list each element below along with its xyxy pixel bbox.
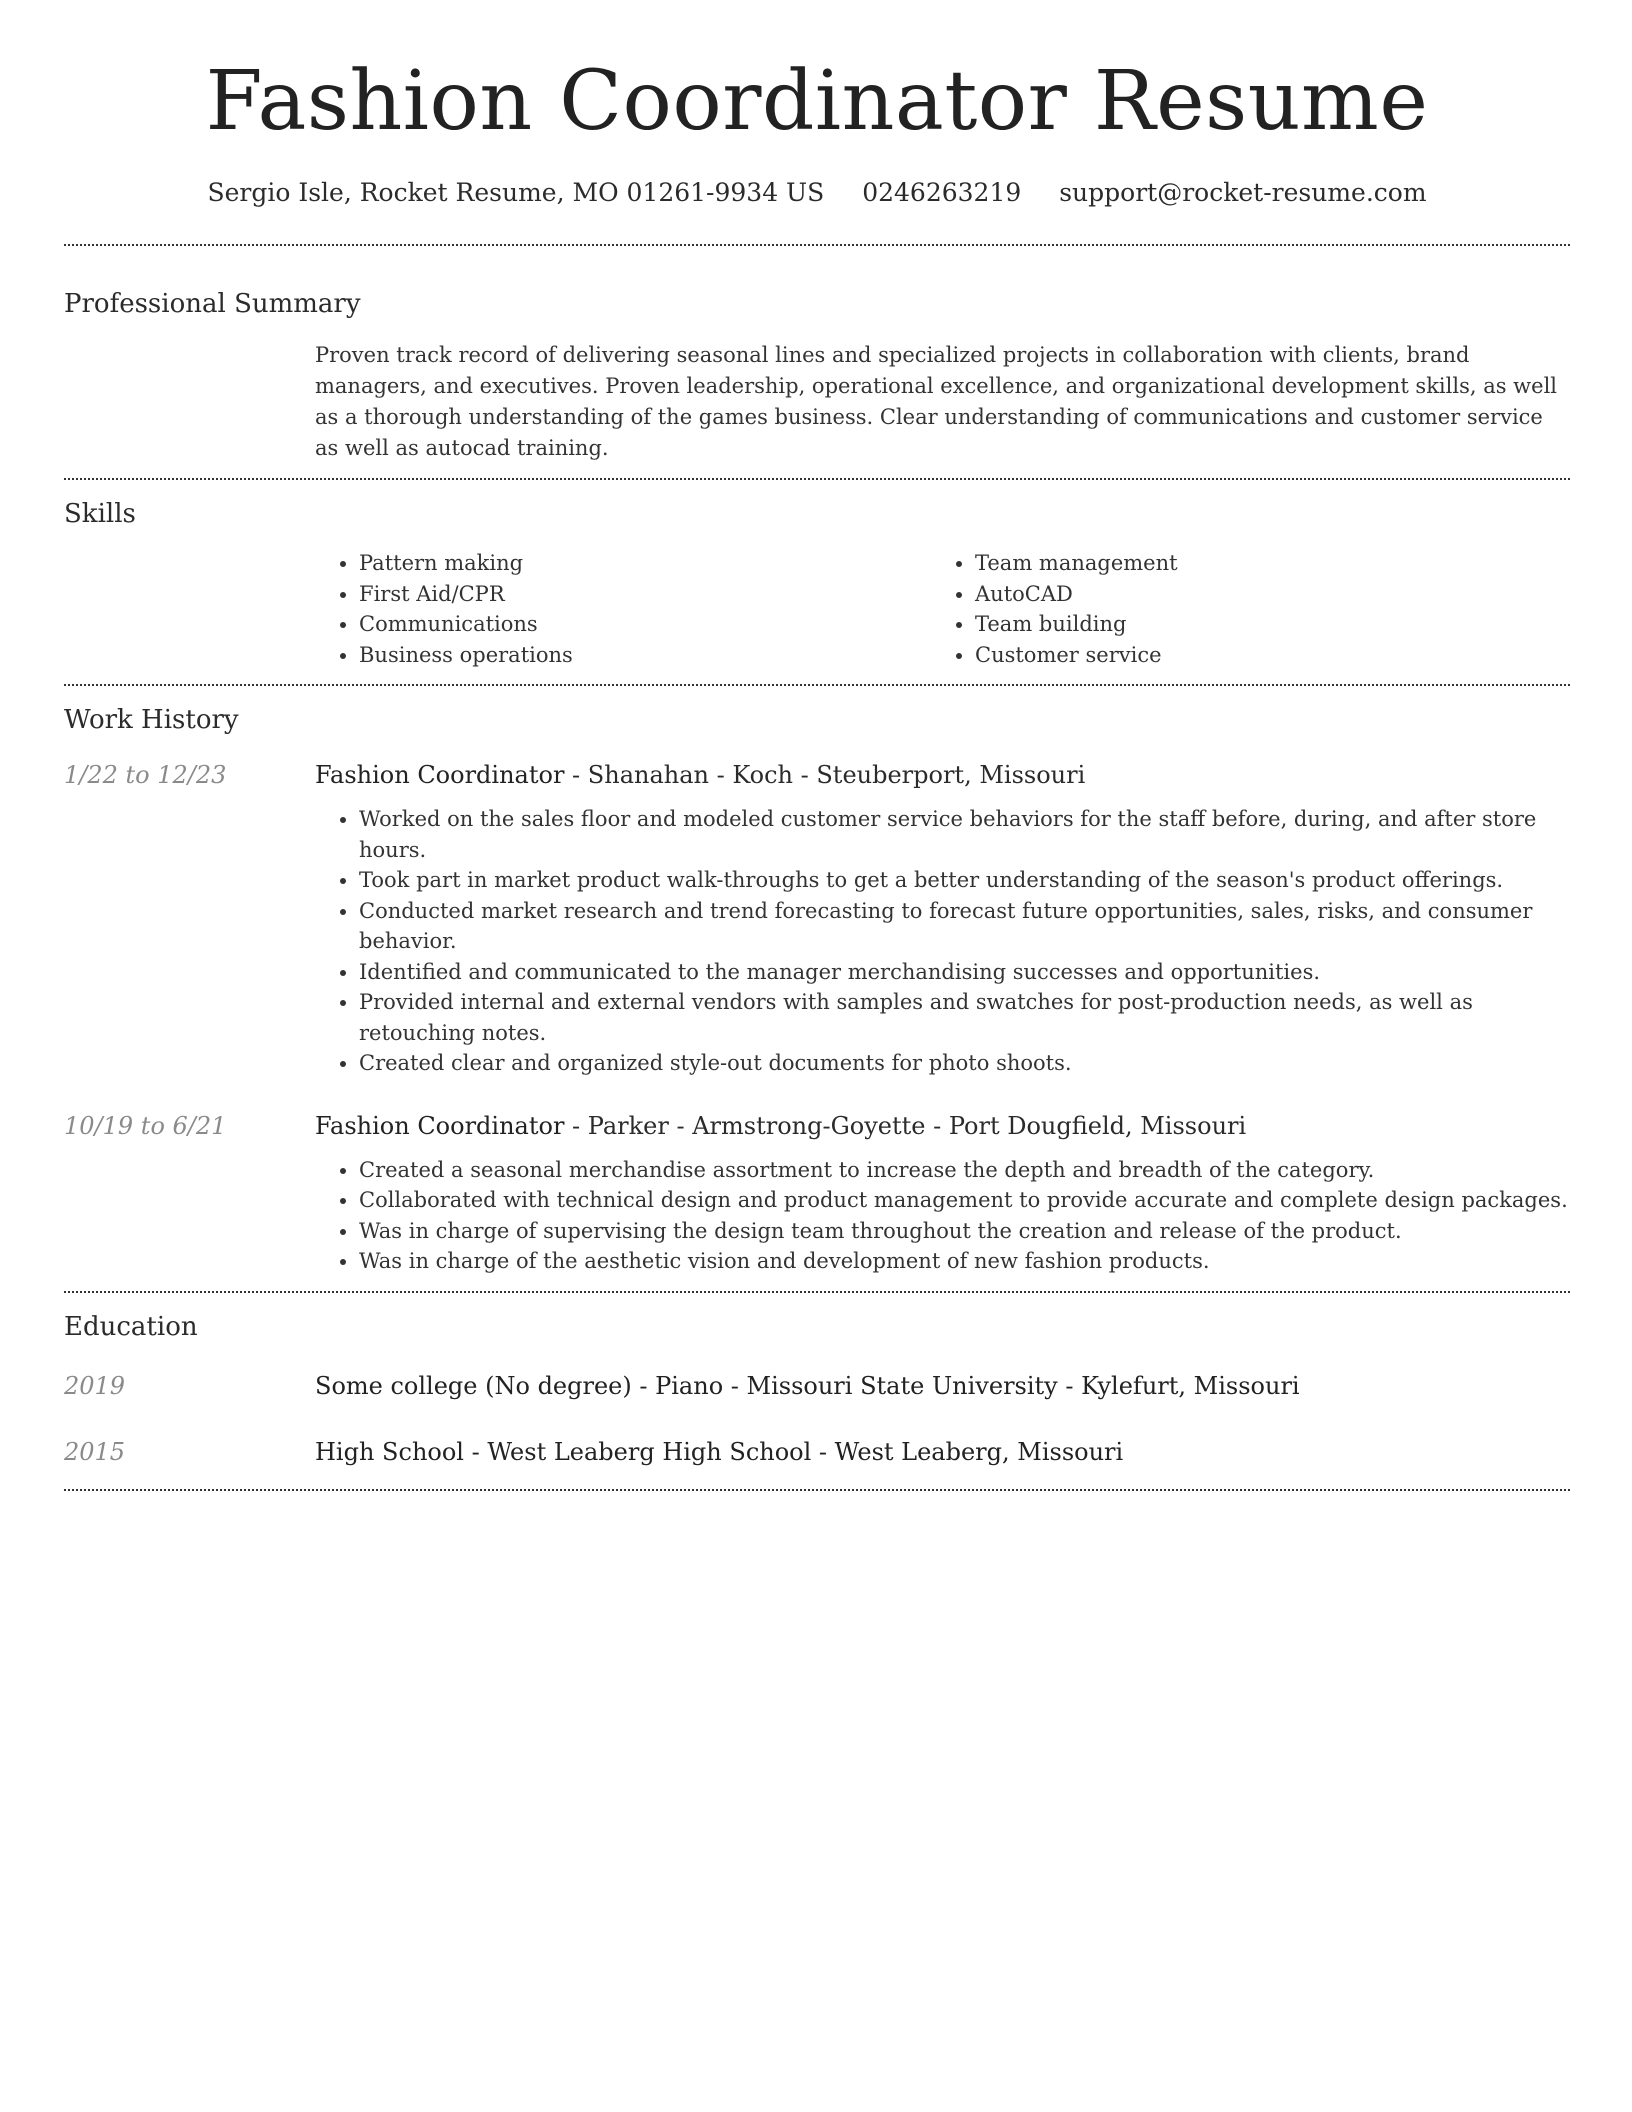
skills-column-left (315, 548, 931, 670)
resume-title: Fashion Coordinator Resume (205, 54, 1429, 149)
job-bullet: • Worked on the sales floor and modeled customer service behaviors for the staff before, during, and after store hours. (359, 804, 1570, 865)
job-bullets (315, 804, 1570, 1079)
summary-text: Proven track record of delivering seasonal lines and specialized projects in collaboration with clients, brand managers, and executives. Proven leadership, operational excellence, and organizational development skills, as well as a thorough understanding of the games business. Clear understanding of communications and customer service as well as autocad training. (315, 343, 1558, 460)
job-bullet: • Created clear and organized style-out documents for photo shoots. (359, 1048, 1570, 1079)
education-degree: High School (315, 1437, 464, 1466)
job-title-line (315, 758, 1085, 792)
job-entry (64, 758, 1570, 1079)
skills-heading: Skills (64, 499, 136, 529)
skill-item: • Customer service (975, 640, 1547, 671)
job-bullet: • Conducted market research and trend forecasting to forecast future opportunities, sales, risks, and consumer behavior. (359, 896, 1570, 957)
contact-address: Sergio Isle, Rocket Resume, MO 01261-9934 US (207, 178, 825, 207)
resume-page (64, 0, 1570, 1491)
education-heading: Education (64, 1311, 198, 1342)
job-bullet: • Took part in market product walk-throughs to get a better understanding of the season's product offerings. (359, 865, 1570, 896)
skills-grid (315, 548, 1570, 670)
education-year: 2015 (64, 1437, 126, 1466)
job-dates: 1/22 to 12/23 (64, 761, 227, 789)
job-entry (64, 1109, 1570, 1277)
summary-section (64, 246, 1570, 464)
skill-item: • Team building (975, 609, 1547, 640)
job-bullet: • Identified and communicated to the manager merchandising successes and opportunities. (359, 957, 1570, 988)
education-details: - Missouri State University - Kylefurt, Missouri (723, 1371, 1300, 1400)
education-line (315, 1369, 1300, 1403)
job-title-line (315, 1109, 1246, 1143)
education-entry (64, 1369, 1570, 1403)
contact-phone: 0246263219 (862, 178, 1022, 207)
job-bullet: • Was in charge of supervising the design team throughout the creation and release of the product. (359, 1216, 1570, 1247)
skills-section (64, 480, 1570, 684)
skill-item: • Team management (975, 548, 1547, 579)
job-title: Fashion Coordinator (315, 761, 565, 789)
education-section (64, 1293, 1570, 1489)
skill-item: • Pattern making (359, 548, 931, 579)
contact-line (64, 176, 1570, 210)
divider (64, 1489, 1570, 1491)
education-year: 2019 (64, 1371, 126, 1400)
education-details: - West Leaberg High School - West Leaberg, Missouri (463, 1437, 1124, 1466)
education-line (315, 1435, 1123, 1469)
work-section (64, 686, 1570, 1291)
skills-column-right (931, 548, 1547, 670)
work-heading: Work History (64, 705, 239, 735)
job-details: - Parker - Armstrong-Goyette - Port Dougfield, Missouri (564, 1111, 1247, 1140)
job-header (64, 758, 1570, 792)
job-bullet: • Collaborated with technical design and product management to provide accurate and complete design packages. (359, 1185, 1570, 1216)
skill-item: • First Aid/CPR (359, 579, 931, 610)
contact-email: support@rocket-resume.com (1059, 178, 1427, 207)
summary-heading: Professional Summary (64, 289, 361, 319)
job-header (64, 1109, 1570, 1143)
skill-item: • Business operations (359, 640, 931, 671)
skill-item: • Communications (359, 609, 931, 640)
job-title: Fashion Coordinator (315, 1111, 565, 1140)
education-entry (64, 1435, 1570, 1469)
job-details: - Shanahan - Koch - Steuberport, Missouri (564, 761, 1086, 789)
education-degree: Some college (No degree) - Piano (315, 1371, 724, 1400)
job-bullets (315, 1155, 1570, 1277)
skill-item: • AutoCAD (975, 579, 1547, 610)
job-bullet: • Was in charge of the aesthetic vision and development of new fashion products. (359, 1246, 1570, 1277)
job-dates: 10/19 to 6/21 (64, 1111, 227, 1140)
job-bullet: • Provided internal and external vendors with samples and swatches for post-production needs, as well as retouching notes. (359, 987, 1570, 1048)
job-bullet: • Created a seasonal merchandise assortment to increase the depth and breadth of the category. (359, 1155, 1570, 1186)
